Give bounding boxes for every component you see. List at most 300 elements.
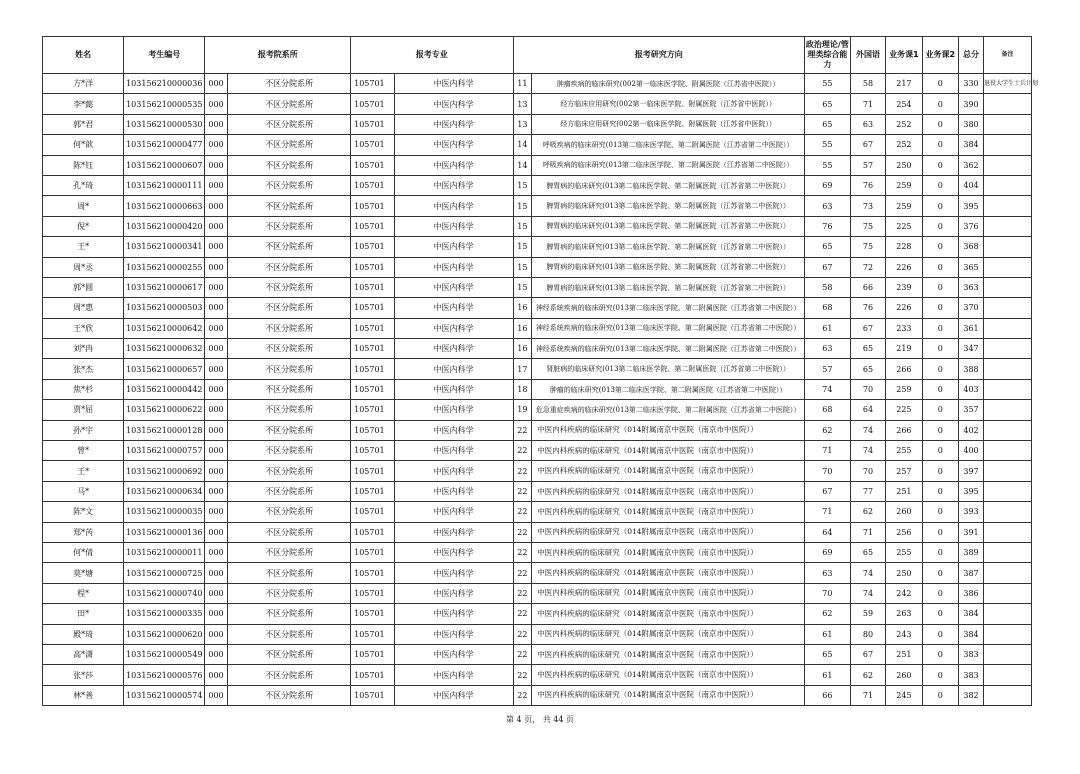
cell-foreign: 57	[850, 155, 885, 175]
cell-politics: 70	[804, 583, 850, 603]
cell-dept: 不区分院系所	[228, 216, 351, 236]
cell-total: 383	[959, 644, 984, 664]
cell-foreign: 62	[850, 502, 885, 522]
cell-dir-code: 15	[513, 175, 532, 195]
cell-politics: 74	[804, 379, 850, 399]
cell-name: 马*	[43, 481, 124, 501]
cell-name: 王*欣	[43, 318, 124, 338]
cell-note	[984, 522, 1032, 542]
cell-dept: 不区分院系所	[228, 339, 351, 359]
cell-name: 郑*芮	[43, 522, 124, 542]
cell-direction: 脾胃病的临床研究(013第二临床医学院、第二附属医院（江苏省第二中医院））	[532, 175, 805, 195]
cell-foreign: 65	[850, 359, 885, 379]
cell-politics: 55	[804, 155, 850, 175]
cell-course2: 0	[922, 216, 958, 236]
cell-major: 中医内科学	[394, 522, 513, 542]
cell-course2: 0	[922, 257, 958, 277]
cell-note	[984, 94, 1032, 114]
cell-exam-no: 103156210000574	[124, 685, 205, 705]
cell-note	[984, 420, 1032, 440]
cell-dir-code: 22	[513, 522, 532, 542]
cell-politics: 68	[804, 298, 850, 318]
cell-dept-code: 000	[205, 604, 228, 624]
cell-major: 中医内科学	[394, 604, 513, 624]
cell-dept: 不区分院系所	[228, 420, 351, 440]
cell-dept-code: 000	[205, 135, 228, 155]
table-row	[43, 237, 1032, 257]
cell-name: 方*洋	[43, 74, 124, 94]
header-name: 姓名	[43, 37, 124, 74]
cell-major-code: 105701	[351, 624, 395, 644]
cell-exam-no: 103156210000622	[124, 400, 205, 420]
cell-major: 中医内科学	[394, 175, 513, 195]
cell-direction: 中医内科疾病的临床研究（014附属南京中医院（南京市中医院））	[532, 502, 805, 522]
cell-course2: 0	[922, 155, 958, 175]
cell-direction: 经方临床应用研究(002第一临床医学院、附属医院（江苏省中医院））	[532, 114, 805, 134]
cell-course2: 0	[922, 339, 958, 359]
cell-name: 孔*琦	[43, 175, 124, 195]
cell-course1: 228	[886, 237, 922, 257]
cell-exam-no: 103156210000692	[124, 461, 205, 481]
cell-course1: 245	[886, 685, 922, 705]
cell-dept: 不区分院系所	[228, 583, 351, 603]
cell-major-code: 105701	[351, 502, 395, 522]
cell-course2: 0	[922, 420, 958, 440]
cell-major: 中医内科学	[394, 400, 513, 420]
cell-major-code: 105701	[351, 216, 395, 236]
cell-politics: 65	[804, 94, 850, 114]
cell-dept: 不区分院系所	[228, 400, 351, 420]
cell-course2: 0	[922, 277, 958, 297]
cell-major: 中医内科学	[394, 155, 513, 175]
cell-politics: 63	[804, 196, 850, 216]
cell-dept: 不区分院系所	[228, 257, 351, 277]
cell-name: 田*	[43, 604, 124, 624]
cell-note	[984, 685, 1032, 705]
cell-major: 中医内科学	[394, 196, 513, 216]
cell-exam-no: 103156210000341	[124, 237, 205, 257]
cell-dir-code: 22	[513, 563, 532, 583]
cell-major-code: 105701	[351, 74, 395, 94]
table-row	[43, 175, 1032, 195]
cell-course1: 259	[886, 379, 922, 399]
cell-politics: 66	[804, 685, 850, 705]
cell-exam-no: 103156210000634	[124, 481, 205, 501]
header-course1: 业务课1	[886, 37, 922, 74]
cell-course1: 251	[886, 644, 922, 664]
cell-note	[984, 277, 1032, 297]
cell-dept-code: 000	[205, 624, 228, 644]
cell-dept: 不区分院系所	[228, 94, 351, 114]
cell-name: 周*	[43, 196, 124, 216]
cell-dept: 不区分院系所	[228, 665, 351, 685]
cell-major: 中医内科学	[394, 135, 513, 155]
cell-name: 焦*杉	[43, 379, 124, 399]
cell-course2: 0	[922, 441, 958, 461]
cell-dept: 不区分院系所	[228, 542, 351, 562]
cell-foreign: 74	[850, 583, 885, 603]
cell-total: 387	[959, 563, 984, 583]
cell-foreign: 80	[850, 624, 885, 644]
cell-dir-code: 15	[513, 196, 532, 216]
cell-dir-code: 15	[513, 257, 532, 277]
cell-politics: 65	[804, 237, 850, 257]
cell-course1: 266	[886, 420, 922, 440]
cell-name: 陈*钰	[43, 155, 124, 175]
cell-dept: 不区分院系所	[228, 481, 351, 501]
cell-dept: 不区分院系所	[228, 624, 351, 644]
cell-course2: 0	[922, 196, 958, 216]
cell-major: 中医内科学	[394, 318, 513, 338]
cell-name: 李*懿	[43, 94, 124, 114]
header-total: 总分	[959, 37, 984, 74]
cell-exam-no: 103156210000442	[124, 379, 205, 399]
cell-dept-code: 000	[205, 441, 228, 461]
cell-exam-no: 103156210000136	[124, 522, 205, 542]
cell-dir-code: 14	[513, 155, 532, 175]
table-row	[43, 441, 1032, 461]
cell-dir-code: 16	[513, 298, 532, 318]
cell-foreign: 65	[850, 542, 885, 562]
cell-major-code: 105701	[351, 196, 395, 216]
cell-direction: 脾胃病的临床研究(013第二临床医学院、第二附属医院（江苏省第二中医院））	[532, 196, 805, 216]
cell-foreign: 74	[850, 563, 885, 583]
cell-total: 388	[959, 359, 984, 379]
cell-major-code: 105701	[351, 522, 395, 542]
cell-direction: 中医内科疾病的临床研究（014附属南京中医院（南京市中医院））	[532, 461, 805, 481]
cell-dept: 不区分院系所	[228, 298, 351, 318]
cell-major: 中医内科学	[394, 665, 513, 685]
cell-course2: 0	[922, 318, 958, 338]
cell-total: 400	[959, 441, 984, 461]
cell-name: 郭*圆	[43, 277, 124, 297]
cell-total: 393	[959, 502, 984, 522]
cell-dir-code: 19	[513, 400, 532, 420]
cell-dept-code: 000	[205, 196, 228, 216]
table-row	[43, 94, 1032, 114]
cell-dir-code: 22	[513, 665, 532, 685]
cell-dept: 不区分院系所	[228, 277, 351, 297]
cell-total: 361	[959, 318, 984, 338]
header-foreign: 外国语	[850, 37, 885, 74]
table-row	[43, 155, 1032, 175]
cell-dept-code: 000	[205, 175, 228, 195]
cell-course1: 225	[886, 216, 922, 236]
table-row	[43, 135, 1032, 155]
cell-dept: 不区分院系所	[228, 685, 351, 705]
cell-major-code: 105701	[351, 94, 395, 114]
cell-course2: 0	[922, 481, 958, 501]
cell-course1: 226	[886, 257, 922, 277]
cell-dept: 不区分院系所	[228, 379, 351, 399]
cell-politics: 67	[804, 481, 850, 501]
cell-course2: 0	[922, 624, 958, 644]
cell-politics: 55	[804, 135, 850, 155]
cell-name: 张*莎	[43, 665, 124, 685]
cell-course1: 260	[886, 665, 922, 685]
cell-name: 何*倩	[43, 542, 124, 562]
table-row	[43, 420, 1032, 440]
cell-major-code: 105701	[351, 135, 395, 155]
cell-name: 王*	[43, 237, 124, 257]
cell-total: 330	[959, 74, 984, 94]
cell-direction: 肿瘤的临床研究(013第二临床医学院、第二附属医院（江苏省第二中医院））	[532, 379, 805, 399]
cell-dept-code: 000	[205, 481, 228, 501]
cell-foreign: 70	[850, 461, 885, 481]
cell-dir-code: 22	[513, 461, 532, 481]
cell-dept-code: 000	[205, 114, 228, 134]
cell-name: 程*	[43, 583, 124, 603]
cell-course1: 217	[886, 74, 922, 94]
cell-course2: 0	[922, 114, 958, 134]
cell-dir-code: 14	[513, 135, 532, 155]
cell-name: 王*	[43, 461, 124, 481]
cell-foreign: 67	[850, 318, 885, 338]
cell-course2: 0	[922, 175, 958, 195]
header-politics: 政治理论/管理类综合能力	[804, 37, 850, 74]
cell-total: 390	[959, 94, 984, 114]
cell-direction: 脾胃病的临床研究(013第二临床医学院、第二附属医院（江苏省第二中医院））	[532, 277, 805, 297]
cell-name: 贾*屈	[43, 400, 124, 420]
cell-politics: 76	[804, 216, 850, 236]
cell-total: 386	[959, 583, 984, 603]
cell-dir-code: 22	[513, 502, 532, 522]
cell-politics: 71	[804, 441, 850, 461]
table-row	[43, 74, 1032, 94]
cell-total: 402	[959, 420, 984, 440]
cell-course2: 0	[922, 74, 958, 94]
cell-total: 397	[959, 461, 984, 481]
table-row	[43, 216, 1032, 236]
cell-total: 365	[959, 257, 984, 277]
cell-major-code: 105701	[351, 583, 395, 603]
cell-exam-no: 103156210000035	[124, 502, 205, 522]
cell-foreign: 72	[850, 257, 885, 277]
cell-exam-no: 103156210000632	[124, 339, 205, 359]
cell-major: 中医内科学	[394, 379, 513, 399]
cell-major-code: 105701	[351, 665, 395, 685]
cell-note	[984, 175, 1032, 195]
cell-total: 357	[959, 400, 984, 420]
cell-major: 中医内科学	[394, 114, 513, 134]
cell-dept: 不区分院系所	[228, 74, 351, 94]
cell-dir-code: 15	[513, 237, 532, 257]
header-major: 报考专业	[351, 37, 513, 74]
cell-politics: 61	[804, 665, 850, 685]
cell-direction: 神经系统疾病的临床研究(013第二临床医学院、第二附属医院（江苏省第二中医院））	[532, 339, 805, 359]
cell-note	[984, 502, 1032, 522]
cell-total: 384	[959, 624, 984, 644]
cell-major: 中医内科学	[394, 563, 513, 583]
header-row	[43, 37, 1032, 74]
cell-exam-no: 103156210000477	[124, 135, 205, 155]
table-row	[43, 359, 1032, 379]
cell-foreign: 71	[850, 94, 885, 114]
cell-major-code: 105701	[351, 542, 395, 562]
cell-dir-code: 13	[513, 94, 532, 114]
cell-course2: 0	[922, 298, 958, 318]
cell-course1: 226	[886, 298, 922, 318]
cell-course1: 255	[886, 441, 922, 461]
cell-foreign: 75	[850, 237, 885, 257]
cell-note	[984, 196, 1032, 216]
cell-direction: 中医内科疾病的临床研究（014附属南京中医院（南京市中医院））	[532, 685, 805, 705]
cell-direction: 呼吸疾病的临床研究(013第二临床医学院、第二附属医院（江苏省第二中医院））	[532, 135, 805, 155]
cell-note	[984, 624, 1032, 644]
cell-direction: 中医内科疾病的临床研究（014附属南京中医院（南京市中医院））	[532, 665, 805, 685]
cell-total: 391	[959, 522, 984, 542]
cell-name: 何*歆	[43, 135, 124, 155]
cell-dept-code: 000	[205, 685, 228, 705]
cell-dir-code: 13	[513, 114, 532, 134]
cell-foreign: 58	[850, 74, 885, 94]
cell-exam-no: 103156210000530	[124, 114, 205, 134]
cell-major-code: 105701	[351, 685, 395, 705]
cell-name: 曾*	[43, 441, 124, 461]
cell-major: 中医内科学	[394, 542, 513, 562]
cell-dir-code: 15	[513, 277, 532, 297]
cell-politics: 65	[804, 114, 850, 134]
cell-note	[984, 542, 1032, 562]
cell-foreign: 74	[850, 420, 885, 440]
cell-foreign: 73	[850, 196, 885, 216]
cell-total: 363	[959, 277, 984, 297]
cell-major-code: 105701	[351, 400, 395, 420]
cell-foreign: 67	[850, 644, 885, 664]
cell-course2: 0	[922, 604, 958, 624]
cell-dept-code: 000	[205, 400, 228, 420]
cell-foreign: 74	[850, 441, 885, 461]
cell-major-code: 105701	[351, 298, 395, 318]
cell-note	[984, 298, 1032, 318]
cell-direction: 神经系统疾病的临床研究(013第二临床医学院、第二附属医院（江苏省第二中医院））	[532, 298, 805, 318]
table-row	[43, 196, 1032, 216]
cell-course1: 250	[886, 155, 922, 175]
cell-note	[984, 237, 1032, 257]
cell-dept-code: 000	[205, 542, 228, 562]
cell-major: 中医内科学	[394, 339, 513, 359]
cell-major-code: 105701	[351, 277, 395, 297]
cell-course1: 266	[886, 359, 922, 379]
cell-direction: 脾胃病的临床研究(013第二临床医学院、第二附属医院（江苏省第二中医院））	[532, 216, 805, 236]
table-row	[43, 257, 1032, 277]
cell-note	[984, 257, 1032, 277]
cell-direction: 中医内科疾病的临床研究（014附属南京中医院（南京市中医院））	[532, 624, 805, 644]
cell-name: 周*丞	[43, 257, 124, 277]
cell-exam-no: 103156210000617	[124, 277, 205, 297]
cell-course2: 0	[922, 461, 958, 481]
cell-course2: 0	[922, 379, 958, 399]
cell-politics: 71	[804, 502, 850, 522]
cell-course1: 252	[886, 114, 922, 134]
cell-foreign: 63	[850, 114, 885, 134]
cell-dept: 不区分院系所	[228, 114, 351, 134]
cell-course1: 242	[886, 583, 922, 603]
cell-note	[984, 318, 1032, 338]
cell-name: 郭*君	[43, 114, 124, 134]
cell-politics: 67	[804, 257, 850, 277]
cell-course2: 0	[922, 237, 958, 257]
cell-note	[984, 359, 1032, 379]
cell-course2: 0	[922, 400, 958, 420]
cell-dir-code: 16	[513, 318, 532, 338]
cell-direction: 肾脏病的临床研究(013第二临床医学院、第二附属医院（江苏省第二中医院））	[532, 359, 805, 379]
table-row	[43, 583, 1032, 603]
cell-note	[984, 216, 1032, 236]
cell-dept: 不区分院系所	[228, 237, 351, 257]
table-row	[43, 277, 1032, 297]
cell-major-code: 105701	[351, 604, 395, 624]
cell-direction: 中医内科疾病的临床研究（014附属南京中医院（南京市中医院））	[532, 644, 805, 664]
page-footer: 第 4 页， 共 44 页	[506, 715, 574, 724]
cell-politics: 62	[804, 604, 850, 624]
cell-course1: 243	[886, 624, 922, 644]
cell-major-code: 105701	[351, 461, 395, 481]
table-row	[43, 461, 1032, 481]
cell-politics: 63	[804, 339, 850, 359]
cell-major: 中医内科学	[394, 583, 513, 603]
cell-dept: 不区分院系所	[228, 196, 351, 216]
cell-total: 383	[959, 665, 984, 685]
cell-total: 395	[959, 196, 984, 216]
cell-course1: 254	[886, 94, 922, 114]
cell-dept-code: 000	[205, 461, 228, 481]
cell-course1: 259	[886, 175, 922, 195]
cell-dept: 不区分院系所	[228, 359, 351, 379]
cell-direction: 中医内科疾病的临床研究（014附属南京中医院（南京市中医院））	[532, 542, 805, 562]
cell-major-code: 105701	[351, 175, 395, 195]
cell-course1: 260	[886, 502, 922, 522]
table-row	[43, 318, 1032, 338]
cell-foreign: 75	[850, 216, 885, 236]
cell-major-code: 105701	[351, 441, 395, 461]
cell-dept-code: 000	[205, 277, 228, 297]
cell-politics: 69	[804, 542, 850, 562]
cell-major: 中医内科学	[394, 257, 513, 277]
cell-note	[984, 135, 1032, 155]
cell-note	[984, 379, 1032, 399]
cell-foreign: 71	[850, 685, 885, 705]
cell-dept: 不区分院系所	[228, 155, 351, 175]
cell-direction: 脾胃病的临床研究(013第二临床医学院、第二附属医院（江苏省第二中医院））	[532, 257, 805, 277]
cell-major-code: 105701	[351, 339, 395, 359]
cell-dir-code: 22	[513, 624, 532, 644]
table-row	[43, 379, 1032, 399]
table-row	[43, 522, 1032, 542]
cell-major-code: 105701	[351, 237, 395, 257]
header-exam-no: 考生编号	[124, 37, 205, 74]
cell-dir-code: 22	[513, 583, 532, 603]
cell-dept-code: 000	[205, 420, 228, 440]
cell-direction: 中医内科疾病的临床研究（014附属南京中医院（南京市中医院））	[532, 481, 805, 501]
cell-dir-code: 15	[513, 216, 532, 236]
cell-dir-code: 16	[513, 339, 532, 359]
cell-exam-no: 103156210000011	[124, 542, 205, 562]
cell-direction: 中医内科疾病的临床研究（014附属南京中医院（南京市中医院））	[532, 563, 805, 583]
cell-foreign: 59	[850, 604, 885, 624]
cell-exam-no: 103156210000620	[124, 624, 205, 644]
cell-dir-code: 17	[513, 359, 532, 379]
cell-course2: 0	[922, 644, 958, 664]
cell-name: 周*惠	[43, 298, 124, 318]
cell-course2: 0	[922, 359, 958, 379]
cell-major-code: 105701	[351, 257, 395, 277]
cell-major: 中医内科学	[394, 237, 513, 257]
cell-exam-no: 103156210000128	[124, 420, 205, 440]
cell-major: 中医内科学	[394, 94, 513, 114]
cell-major: 中医内科学	[394, 644, 513, 664]
header-direction: 报考研究方向	[513, 37, 804, 74]
